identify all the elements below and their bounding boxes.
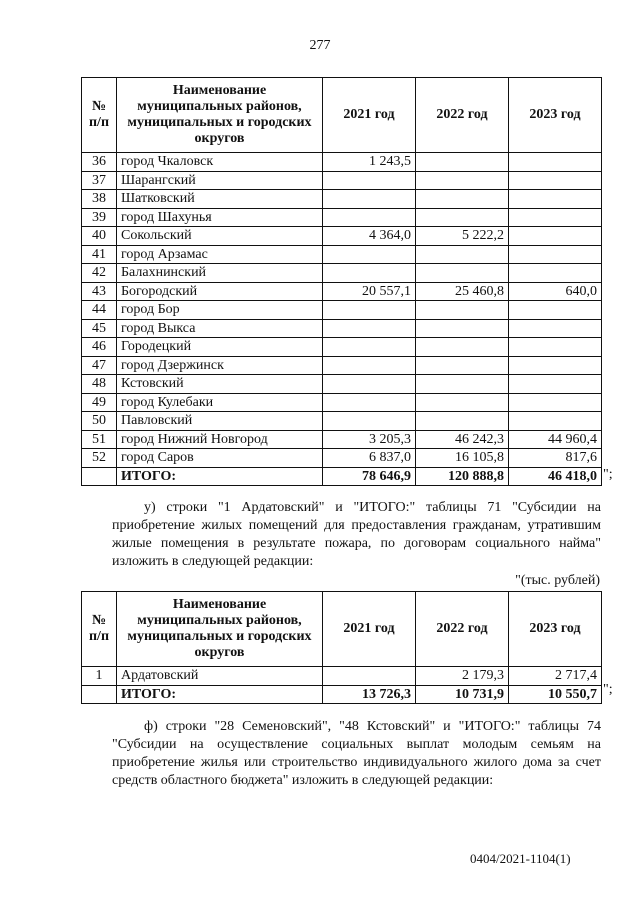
table-row xyxy=(82,356,602,375)
document-code: 0404/2021-1104(1) xyxy=(470,851,571,866)
municipality-name: Сокольский xyxy=(117,227,323,246)
row-number: 43 xyxy=(82,282,117,301)
value-2021: 20 557,1 xyxy=(323,282,416,301)
value-2022 xyxy=(416,171,509,190)
header-2021: 2021 год xyxy=(323,592,416,667)
value-2023 xyxy=(509,171,602,190)
value-2023 xyxy=(509,208,602,227)
value-2023 xyxy=(509,190,602,209)
paragraph-f xyxy=(112,718,601,790)
table-row xyxy=(82,375,602,394)
value-2022 xyxy=(416,245,509,264)
value-2022: 46 242,3 xyxy=(416,430,509,449)
value-2021: 6 837,0 xyxy=(323,449,416,468)
value-2021: 4 364,0 xyxy=(323,227,416,246)
header-2022: 2022 год xyxy=(416,592,509,667)
table-row xyxy=(82,430,602,449)
table-row xyxy=(82,153,602,172)
page-number: 277 xyxy=(309,38,331,53)
total-num-empty xyxy=(82,467,117,486)
municipality-name: город Бор xyxy=(117,301,323,320)
value-2022 xyxy=(416,301,509,320)
row-number: 48 xyxy=(82,375,117,394)
table-body xyxy=(82,667,602,704)
municipality-name: Шарангский xyxy=(117,171,323,190)
paragraph-u-text: у) строки "1 Ардатовский" и "ИТОГО:" таблицы 71 "Субсидии на приобретение жилых помещений для предоставления гражданам, утратившим жилые помещения в результате пожара, по договорам социального найма" изложить в следующей редакции: xyxy=(112,500,601,569)
table-row xyxy=(82,208,602,227)
unit-label: "(тыс. рублей) xyxy=(515,573,600,588)
total-2022: 10 731,9 xyxy=(416,685,509,704)
value-2022 xyxy=(416,319,509,338)
row-number: 51 xyxy=(82,430,117,449)
value-2021 xyxy=(323,171,416,190)
value-2021 xyxy=(323,190,416,209)
table-row xyxy=(82,412,602,431)
paragraph-u xyxy=(112,499,601,571)
municipality-name: Ардатовский xyxy=(117,667,323,686)
total-row xyxy=(82,467,602,486)
value-2022 xyxy=(416,412,509,431)
total-row xyxy=(82,685,602,704)
value-2022 xyxy=(416,393,509,412)
table-row xyxy=(82,449,602,468)
row-number: 42 xyxy=(82,264,117,283)
value-2023: 640,0 xyxy=(509,282,602,301)
municipality-name: Шатковский xyxy=(117,190,323,209)
header-name: Наименование муниципальных районов, муниципальных и городских округов xyxy=(117,592,323,667)
municipality-name: Павловский xyxy=(117,412,323,431)
value-2022 xyxy=(416,356,509,375)
municipality-name: Кстовский xyxy=(117,375,323,394)
municipality-name: Богородский xyxy=(117,282,323,301)
value-2021: 3 205,3 xyxy=(323,430,416,449)
value-2022 xyxy=(416,375,509,394)
value-2021 xyxy=(323,208,416,227)
value-2022: 16 105,8 xyxy=(416,449,509,468)
table-row xyxy=(82,171,602,190)
header-2021: 2021 год xyxy=(323,78,416,153)
value-2021 xyxy=(323,356,416,375)
value-2022 xyxy=(416,153,509,172)
value-2023 xyxy=(509,319,602,338)
header-2023: 2023 год xyxy=(509,592,602,667)
total-label: ИТОГО: xyxy=(117,467,323,486)
row-number: 38 xyxy=(82,190,117,209)
value-2023 xyxy=(509,301,602,320)
table-row xyxy=(82,338,602,357)
municipality-name: Городецкий xyxy=(117,338,323,357)
table-71-continuation xyxy=(81,77,602,486)
row-number: 44 xyxy=(82,301,117,320)
total-2023: 10 550,7 xyxy=(509,685,602,704)
municipality-name: город Дзержинск xyxy=(117,356,323,375)
paragraph-f-text: ф) строки "28 Семеновский", "48 Кстовский" и "ИТОГО:" таблицы 74 "Субсидии на осуществление социальных выплат молодым семьям на приобретение жилья или строительство индивидуального жилого дома за счет средств областного бюджета" изложить в следующей редакции: xyxy=(112,719,601,788)
table-row xyxy=(82,245,602,264)
header-num: № п/п xyxy=(82,592,117,667)
value-2022: 5 222,2 xyxy=(416,227,509,246)
value-2021 xyxy=(323,301,416,320)
row-number: 36 xyxy=(82,153,117,172)
value-2023 xyxy=(509,393,602,412)
table2-closing-quote: "; xyxy=(603,682,613,697)
value-2021 xyxy=(323,667,416,686)
total-2022: 120 888,8 xyxy=(416,467,509,486)
municipality-name: город Шахунья xyxy=(117,208,323,227)
total-num-empty xyxy=(82,685,117,704)
value-2023: 2 717,4 xyxy=(509,667,602,686)
municipality-name: Балахнинский xyxy=(117,264,323,283)
table-row xyxy=(82,264,602,283)
row-number: 45 xyxy=(82,319,117,338)
value-2021: 1 243,5 xyxy=(323,153,416,172)
value-2021 xyxy=(323,375,416,394)
municipality-name: город Выкса xyxy=(117,319,323,338)
table1-closing-quote: "; xyxy=(603,467,613,482)
value-2023 xyxy=(509,153,602,172)
value-2023: 44 960,4 xyxy=(509,430,602,449)
table-row xyxy=(82,667,602,686)
row-number: 39 xyxy=(82,208,117,227)
table-71-edit xyxy=(81,591,602,704)
value-2023 xyxy=(509,412,602,431)
table-row xyxy=(82,301,602,320)
municipality-name: город Саров xyxy=(117,449,323,468)
value-2021 xyxy=(323,245,416,264)
value-2023 xyxy=(509,338,602,357)
table-row xyxy=(82,393,602,412)
value-2023 xyxy=(509,227,602,246)
value-2023 xyxy=(509,245,602,264)
value-2022 xyxy=(416,338,509,357)
row-number: 47 xyxy=(82,356,117,375)
municipality-name: город Нижний Новгород xyxy=(117,430,323,449)
value-2022 xyxy=(416,264,509,283)
header-2022: 2022 год xyxy=(416,78,509,153)
row-number: 50 xyxy=(82,412,117,431)
total-label: ИТОГО: xyxy=(117,685,323,704)
value-2021 xyxy=(323,319,416,338)
value-2021 xyxy=(323,264,416,283)
row-number: 46 xyxy=(82,338,117,357)
header-num: № п/п xyxy=(82,78,117,153)
row-number: 49 xyxy=(82,393,117,412)
value-2023 xyxy=(509,375,602,394)
total-2021: 13 726,3 xyxy=(323,685,416,704)
value-2022: 25 460,8 xyxy=(416,282,509,301)
table-body xyxy=(82,153,602,486)
value-2021 xyxy=(323,412,416,431)
row-number: 1 xyxy=(82,667,117,686)
value-2023 xyxy=(509,356,602,375)
value-2023 xyxy=(509,264,602,283)
table-row xyxy=(82,190,602,209)
table-row xyxy=(82,319,602,338)
row-number: 52 xyxy=(82,449,117,468)
value-2021 xyxy=(323,393,416,412)
table-row xyxy=(82,282,602,301)
value-2022: 2 179,3 xyxy=(416,667,509,686)
row-number: 37 xyxy=(82,171,117,190)
value-2022 xyxy=(416,208,509,227)
table-row xyxy=(82,227,602,246)
value-2023: 817,6 xyxy=(509,449,602,468)
municipality-name: город Арзамас xyxy=(117,245,323,264)
row-number: 40 xyxy=(82,227,117,246)
total-2021: 78 646,9 xyxy=(323,467,416,486)
municipality-name: город Чкаловск xyxy=(117,153,323,172)
header-name: Наименование муниципальных районов, муниципальных и городских округов xyxy=(117,78,323,153)
value-2022 xyxy=(416,190,509,209)
municipality-name: город Кулебаки xyxy=(117,393,323,412)
row-number: 41 xyxy=(82,245,117,264)
header-2023: 2023 год xyxy=(509,78,602,153)
value-2021 xyxy=(323,338,416,357)
total-2023: 46 418,0 xyxy=(509,467,602,486)
